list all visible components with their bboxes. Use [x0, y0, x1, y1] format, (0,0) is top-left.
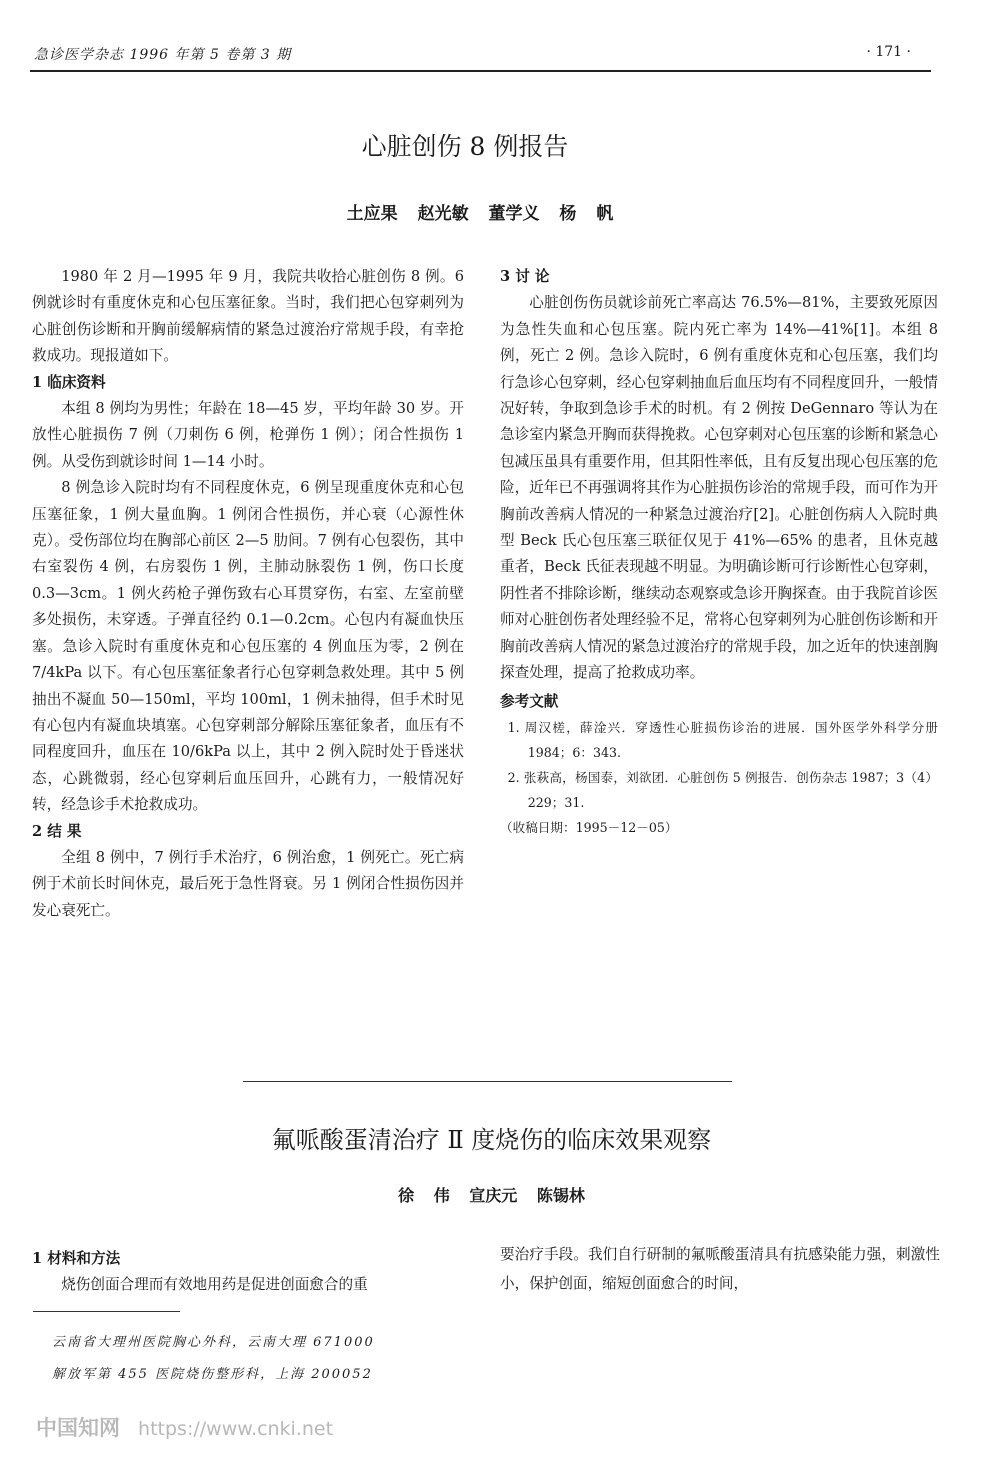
article-separator	[243, 1081, 732, 1082]
section1-paragraph1: 本组 8 例均为男性；年龄在 18—45 岁，平均年龄 30 岁。开放性心脏损伤 7 例（刀刺伤 6 例，枪弹伤 1 例）；闭合性损伤 1 例。从受伤到就诊时间 1—14 小时。	[32, 400, 464, 470]
section1-heading: 1 临床资料	[32, 373, 106, 391]
header-rule	[30, 70, 931, 72]
article1-title: 心脏创伤 8 例报告	[361, 132, 569, 161]
article2-right-text: 要治疗手段。我们自行研制的氟哌酸蛋清具有抗感染能力强，刺激性小，保护创面，缩短创面愈合的时间，	[500, 1246, 940, 1292]
article2-title: 氟哌酸蛋清治疗 Ⅱ 度烧伤的临床效果观察	[271, 1126, 712, 1154]
section3-paragraph1: 心脏创伤伤员就诊前死亡率高达 76.5%—81%，主要致死原因为急性失血和心包压塞。院内死亡率为 14%—41%[1]。本组 8 例，死亡 2 例。急诊入院时，6 例有重度休克和心包压塞，我们均行急诊心包穿刺，经心包穿刺抽血后血压均有不同程度回升，一般情况好转，争取到急诊手术的时机。有 2 例按 DeGennaro 等认为在急诊室内紧急开胸而获得挽救。心包穿刺对心包压塞的诊断和紧急心包减压虽具有重要作用，但其阳性率低，且有反复出现心包压塞的危险，近年已不再强调将其作为心脏损伤诊治的常规手段，而可作为开胸前改善病人情况的一种紧急过渡治疗[2]。心脏创伤病人入院时典型 Beck 氏心包压塞三联征仅见于 41%—65% 的患者，且休克越重者，Beck 氏征表现越不明显。为明确诊断可行诊断性心包穿刺，阴性者不排除诊断，继续动态观察或急诊开胸探查。由于我院首诊医师对心脏创伤者处理经验不足，常将心包穿刺列为心脏创伤诊断和开胸前改善病人情况的紧急过渡治疗的常规手段，加之近年的快速剖胸探查处理，提高了抢救成功率。	[500, 294, 938, 682]
cnki-watermark	[36, 1412, 333, 1442]
references-heading: 参考文献	[500, 692, 559, 710]
reference-item: 2. 张萩高，杨国泰，刘欲团．心脏创伤 5 例报告．创伤杂志 1987；3（4）229；31.	[507, 769, 938, 810]
section3-heading: 3 讨 论	[500, 268, 550, 285]
article1-left-column	[32, 264, 464, 924]
section1-paragraph2: 8 例急诊入院时均有不同程度休克，6 例呈现重度休克和心包压塞征象，1 例大量血胸。1 例闭合性损伤，并心衰（心源性休克）。受伤部位均在胸部心前区 2—5 肋间。7 例有心包裂伤，其中右室裂伤 4 例，右房裂伤 1 例，主肺动脉裂伤 1 例，伤口长度 0.3—3cm。1 例火药枪子弹伤致右心耳贯穿伤，右室、左室前壁多处损伤，未穿透。子弹直径约 0.1—0.2cm。心包内有凝血快压塞。急诊入院时有重度休克和心包压塞的 4 例血压为零，2 例在 7/4kPa 以下。有心包压塞征象者行心包穿刺急救处理。其中 5 例抽出不凝血 50—150ml，平均 100ml，1 例未抽得，但手术时见有心包内有凝血块填塞。心包穿刺部分解除压塞征象者，血压有不同程度回升，血压在 10/6kPa 以上，其中 2 例入院时处于昏迷状态，心跳微弱，经心包穿刺后血压回升，心跳有力，一般情况好转，经急诊手术抢救成功。	[32, 479, 464, 814]
reference-item: 1. 周汉槎，薛淦兴．穿透性心脏损伤诊治的进展．国外医学外科学分册 1984；6：343.	[507, 719, 938, 760]
article1-authors: 土应果 赵光敏 董学义 杨 帆	[346, 204, 614, 224]
article1-intro: 1980 年 2 月—1995 年 9 月，我院共收拾心脏创伤 8 例。6 例就诊时有重度休克和心包压塞征象。当时，我们把心包穿刺列为心脏创伤诊断和开胸前缓解病情的紧急过渡治疗常规手段，有幸抢救成功。现报道如下。	[32, 268, 464, 365]
footnote-affiliation-2: 解放军第 455 医院烧伤整形科，上海 200052	[52, 1367, 373, 1382]
article2-section1-heading: 1 材料和方法	[32, 1250, 121, 1267]
article2-left-column	[32, 1246, 472, 1298]
article2-left-text: 烧伤创面合理而有效地用药是促进创面愈合的重	[61, 1276, 368, 1293]
watermark-name: 中国知网	[36, 1416, 120, 1440]
section2-heading: 2 结 果	[32, 822, 82, 840]
article2-authors: 徐 伟 宣庆元 陈锡林	[398, 1186, 585, 1205]
page-number: · 171 ·	[866, 44, 911, 60]
section2-paragraph1: 全组 8 例中，7 例行手术治疗，6 例治愈，1 例死亡。死亡病例于术前长时间休克，最后死于急性肾衰。另 1 例闭合性损伤因并发心衰死亡。	[32, 848, 464, 919]
article1-right-column	[500, 264, 938, 840]
journal-header: 急诊医学杂志 1996 年第 5 卷第 3 期	[34, 47, 292, 63]
footnote-rule	[33, 1311, 180, 1312]
received-date: （收稿日期：1995－12－05）	[500, 819, 678, 835]
footnote-affiliation-1: 云南省大理州医院胸心外科，云南大理 671000	[52, 1335, 375, 1350]
watermark-url: https://www.cnki.net	[138, 1418, 334, 1440]
